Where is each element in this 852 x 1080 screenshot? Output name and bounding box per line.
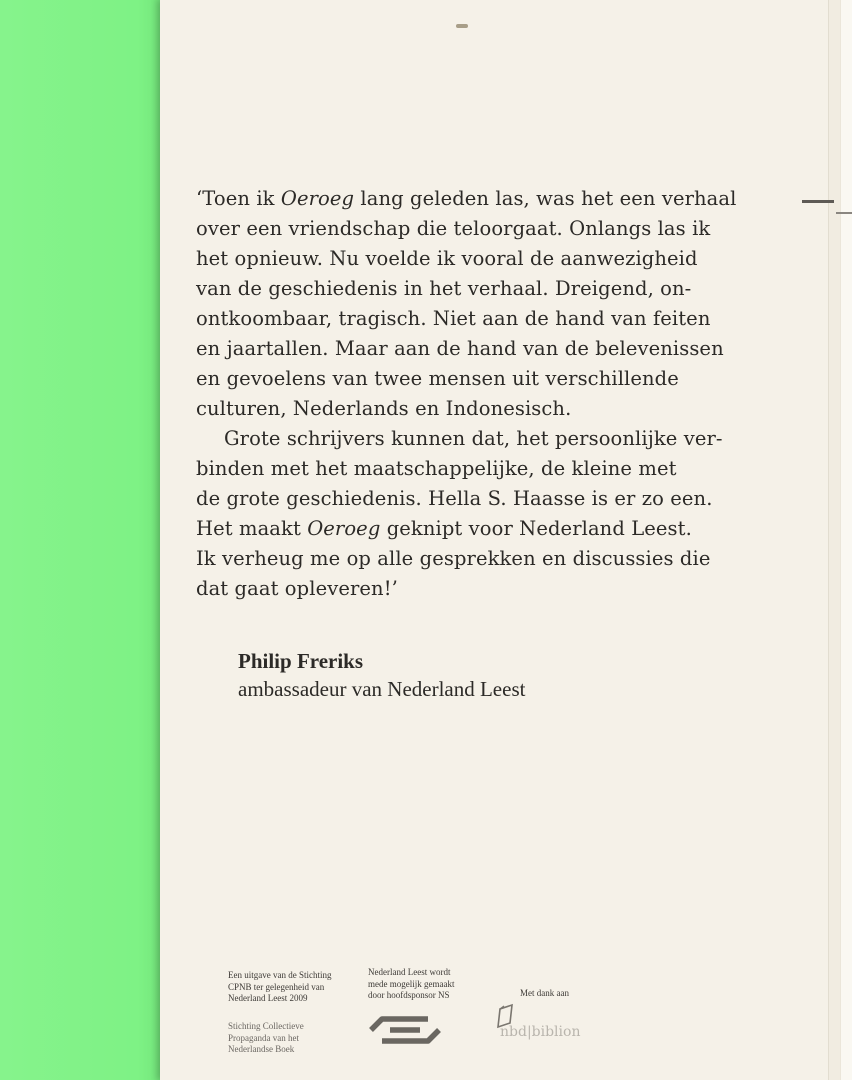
quote-line: over een vriendschap die teloorgaat. Onlangs las ik [196, 217, 711, 240]
quote-line: en gevoelens van twee mensen uit verschillende [196, 367, 679, 390]
book-title-emphasis: Oeroeg [280, 187, 355, 210]
quote-line: en jaartallen. Maar aan de hand van de belevenissen [196, 337, 724, 360]
quote-line: Ik verheug me op alle gesprekken en discussies die [196, 547, 711, 570]
quote-line: binden met het maatschappelijke, de kleine met [196, 457, 677, 480]
author-role: ambassadeur van Nederland Leest [238, 677, 526, 701]
thanks-label: Met dank aan [520, 988, 569, 998]
book-title-emphasis: Oeroeg [307, 517, 381, 540]
green-spine [0, 0, 172, 1080]
edge-mark [802, 200, 834, 203]
credit-line: Nederland Leest 2009 [228, 993, 308, 1003]
quote-line: van de geschiedenis in het verhaal. Dreigend, on- [196, 277, 692, 300]
quote-line: Het maakt Oeroeg geknipt voor Nederland Leest. [196, 517, 692, 540]
credit-line: mede mogelijk gemaakt [368, 978, 455, 989]
quote-line: ontkoombaar, tragisch. Niet aan de hand van feiten [196, 307, 711, 330]
credit-line: door hoofdsponsor NS [368, 990, 450, 1000]
credit-line: Propaganda van het [228, 1032, 299, 1043]
credit-line: Stichting Collectieve [228, 1021, 304, 1031]
quote-line: Grote schrijvers kunnen dat, het persoonlijke ver- [224, 427, 723, 450]
quote-line: dat gaat opleveren!’ [196, 577, 398, 600]
print-speck [456, 24, 468, 28]
credit-line: Nederland Leest wordt [368, 967, 451, 977]
credit-line: CPNB ter gelegenheid van [228, 981, 325, 992]
nbd-biblion-logo: nbd|biblion [500, 1024, 581, 1040]
author-name: Philip Freriks [238, 649, 364, 673]
credit-line: Nederlandse Boek [228, 1044, 295, 1054]
edge-mark [836, 212, 852, 214]
page-edge [840, 0, 852, 1080]
sponsor-credit [368, 967, 454, 1002]
ns-logo-icon [368, 1013, 442, 1047]
credit-line: Een uitgave van de Stichting [228, 970, 332, 980]
quote-line: ‘Toen ik Oeroeg lang geleden las, was het een verhaal [196, 187, 737, 210]
quote-line: het opnieuw. Nu voelde ik vooral de aanwezigheid [196, 247, 698, 270]
quote-line: de grote geschiedenis. Hella S. Haasse is er zo een. [196, 487, 713, 510]
publisher-credit [228, 970, 331, 1005]
quote-line: culturen, Nederlands en Indonesisch. [196, 397, 572, 420]
cover-page [160, 0, 830, 1080]
cpnb-credit [228, 1021, 304, 1056]
